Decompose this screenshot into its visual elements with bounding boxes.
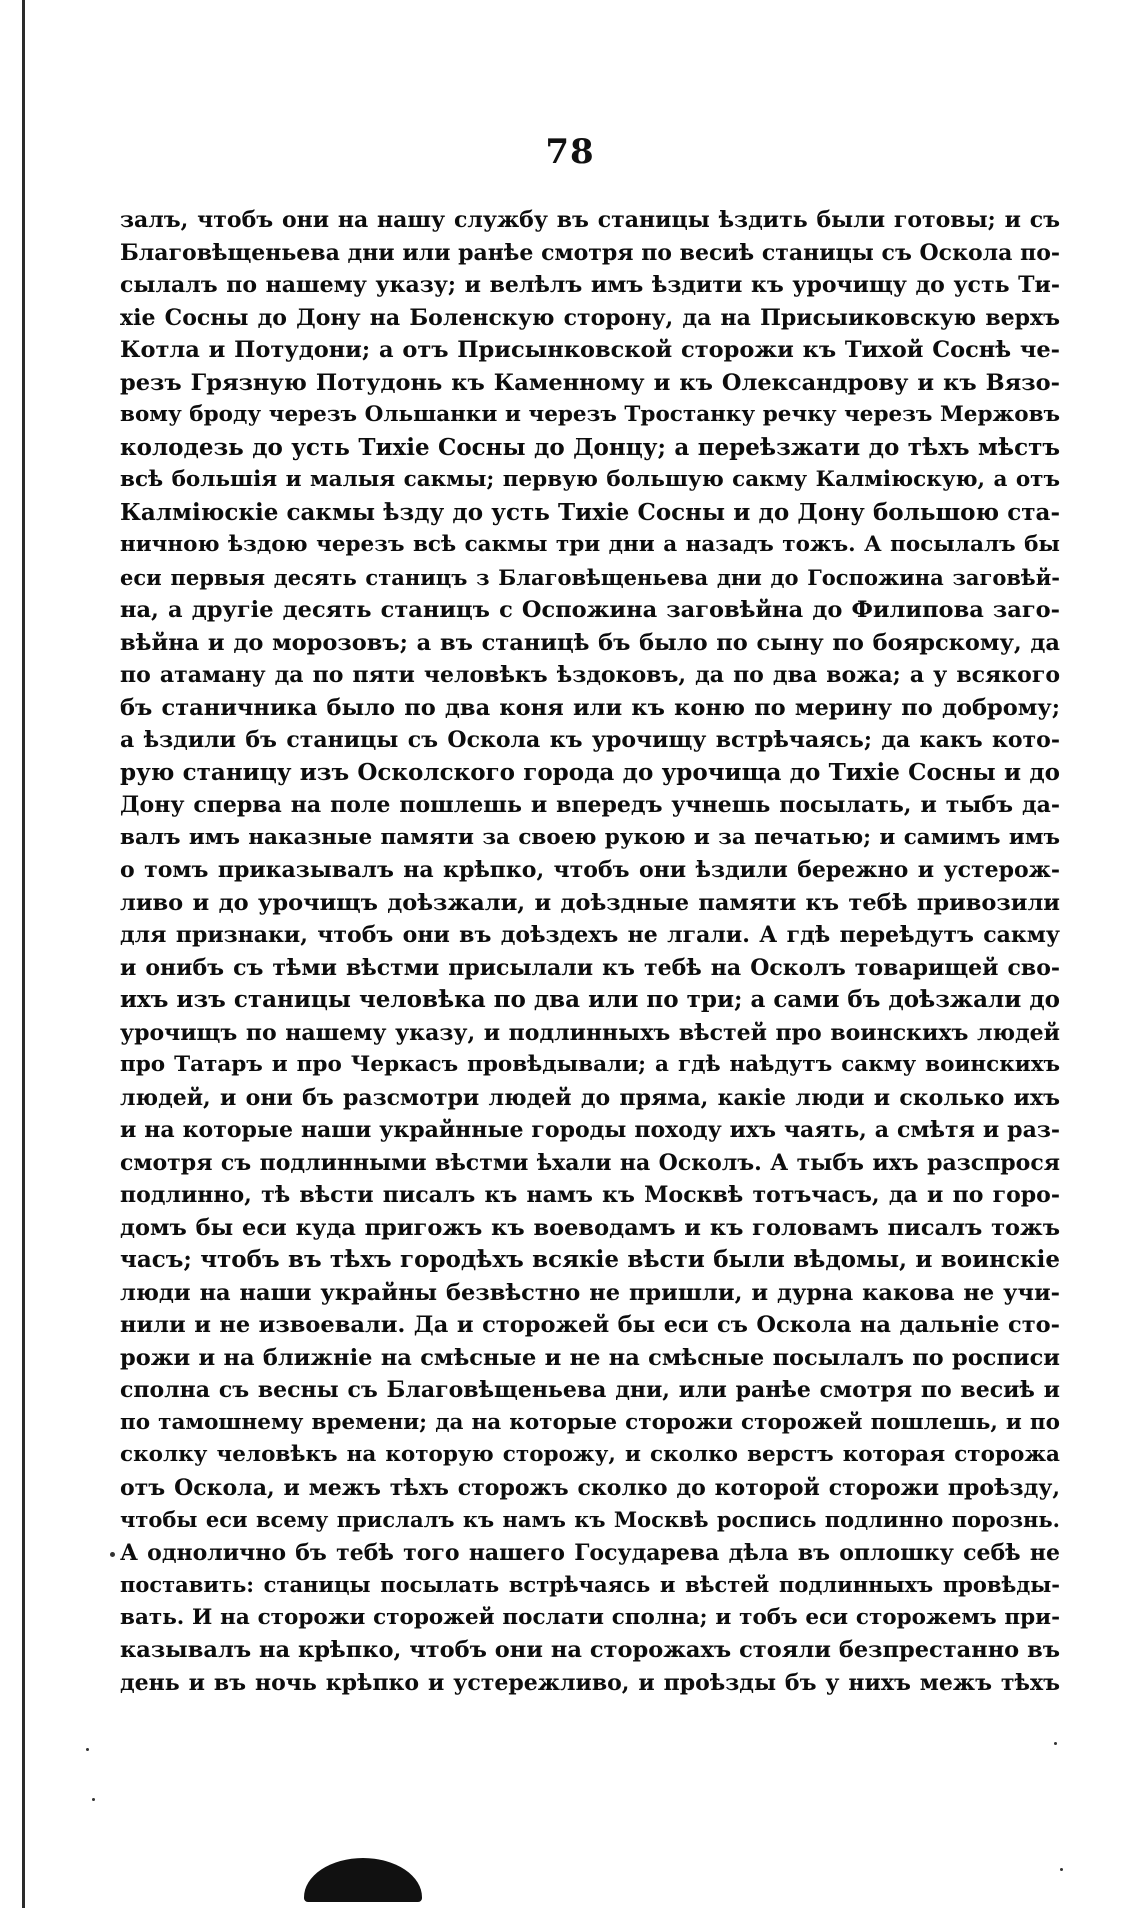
text-line: резъ Грязную Потудонь къ Каменному и къ Олександрову и къ Вязо- bbox=[120, 369, 1060, 396]
text-line: Дону сперва на поле пошлешь и впередъ учнешь посылать, и тыбъ да- bbox=[120, 792, 1060, 818]
text-line: вать. И на сторожи сторожей послати сполна; и тобъ еси сторожемъ при- bbox=[120, 1604, 1060, 1630]
text-line: людей, и они бъ разсмотри людей до пряма, какіе люди и сколько ихъ bbox=[120, 1084, 1060, 1111]
text-line: валъ имъ наказные памяти за своею рукою и за печатью; и самимъ имъ bbox=[120, 824, 1060, 850]
text-line: рожи и на ближніе на смѣсные и не на смѣсные посылалъ по росписи bbox=[120, 1344, 1060, 1371]
text-line: подлинно, тѣ вѣсти писалъ къ намъ къ Москвѣ тотъчасъ, да и по горо- bbox=[120, 1182, 1060, 1208]
text-line: чтобы еси всему прислалъ къ намъ къ Москвѣ роспись подлинно порознь. bbox=[120, 1507, 1060, 1532]
text-line: по атаману да по пяти человѣкъ ѣздоковъ, да по два вожа; а у всякого bbox=[120, 662, 1060, 688]
text-line: часъ; чтобъ въ тѣхъ городѣхъ всякіе вѣсти были вѣдомы, и воинскіе bbox=[120, 1246, 1060, 1273]
scan-speck bbox=[1060, 1868, 1063, 1871]
text-line: Котла и Потудони; а отъ Присынковской сторожи къ Тихой Соснѣ че- bbox=[120, 337, 1060, 363]
text-line: и онибъ съ тѣми вѣстми присылали къ тебѣ на Осколъ товарищей сво- bbox=[120, 954, 1060, 981]
text-line: бъ станичника было по два коня или къ коню по мерину по доброму; bbox=[120, 694, 1060, 721]
scan-speck bbox=[110, 1552, 115, 1557]
text-line: на, а другіе десять станицъ с Оспожина заговѣйна до Филипова заго- bbox=[120, 597, 1060, 623]
text-line: ничною ѣздою черезъ всѣ сакмы три дни а назадъ тожъ. А посылалъ бы bbox=[120, 532, 1060, 557]
text-line: для признаки, чтобъ они въ доѣздехъ не лгали. А гдѣ переѣдутъ сакму bbox=[120, 922, 1060, 948]
body-text bbox=[120, 204, 1060, 1699]
scan-speck bbox=[86, 1748, 89, 1751]
scan-speck bbox=[92, 1798, 95, 1801]
text-line: всѣ большія и малыя сакмы; первую большую сакму Калміюскую, а отъ bbox=[120, 467, 1060, 492]
text-line: о томъ приказывалъ на крѣпко, чтобъ они ѣздили бережно и устерож- bbox=[120, 857, 1060, 883]
text-line: вому броду черезъ Ольшанки и черезъ Тростанку речку черезъ Мержовъ bbox=[120, 402, 1060, 427]
text-line: урочищъ по нашему указу, и подлинныхъ вѣстей про воинскихъ людей bbox=[120, 1019, 1060, 1046]
text-line: домъ бы еси куда пригожъ къ воеводамъ и къ головамъ писалъ тожъ bbox=[120, 1214, 1060, 1241]
page-number: 78 bbox=[545, 132, 595, 172]
text-line: вѣйна и до морозовъ; а въ станицѣ бъ было по сыну по боярскому, да bbox=[120, 629, 1060, 656]
text-line: хіе Сосны до Дону на Боленскую сторону, да на Присыиковскую верхъ bbox=[120, 304, 1060, 331]
text-line: Калміюскіе сакмы ѣзду до усть Тихіе Сосны и до Дону большою ста- bbox=[120, 498, 1060, 526]
text-line: рую станицу изъ Осколского города до урочища до Тихіе Сосны и до bbox=[120, 758, 1060, 786]
text-line: по тамошнему времени; да на которые сторожи сторожей пошлешь, и по bbox=[120, 1409, 1060, 1435]
text-line: люди на наши украйны безвѣстно не пришли, и дурна какова не учи- bbox=[120, 1279, 1060, 1306]
text-line: сполна съ весны съ Благовѣщеньева дни, или ранѣе смотря по весиѣ и bbox=[120, 1377, 1060, 1403]
text-line: ливо и до урочищъ доѣзжали, и доѣздные памяти къ тебѣ привозили bbox=[120, 889, 1060, 916]
text-line: отъ Оскола, и межъ тѣхъ сторожъ сколко до которой сторожи проѣзду, bbox=[120, 1474, 1060, 1501]
text-line: а ѣздили бъ станицы съ Оскола къ урочищу встрѣчаясь; да какъ кото- bbox=[120, 727, 1060, 753]
text-line: сколку человѣкъ на которую сторожу, и сколко верстъ которая сторожа bbox=[120, 1442, 1060, 1467]
scan-speck bbox=[1054, 1742, 1057, 1745]
text-line: нили и не извоевали. Да и сторожей бы еси съ Оскола на дальніе сто- bbox=[120, 1312, 1060, 1338]
text-line: еси первыя десять станицъ з Благовѣщеньева дни до Госпожина заговѣй- bbox=[120, 564, 1060, 590]
text-line: сылалъ по нашему указу; и велѣлъ имъ ѣздити къ урочищу до усть Ти- bbox=[120, 272, 1060, 298]
page-edge bbox=[22, 0, 25, 1908]
text-line: залъ, чтобъ они на нашу службу въ станицы ѣздить были готовы; и съ bbox=[120, 207, 1060, 233]
text-line: про Татаръ и про Черкасъ провѣдывали; а гдѣ наѣдутъ сакму воинскихъ bbox=[120, 1052, 1060, 1077]
text-line: А однолично бъ тебѣ того нашего Государева дѣла въ оплошку себѣ не bbox=[120, 1539, 1060, 1566]
text-line: ихъ изъ станицы человѣка по два или по три; а сами бъ доѣзжали до bbox=[120, 986, 1060, 1013]
text-line: казывалъ на крѣпко, чтобъ они на сторожахъ стояли безпрестанно въ bbox=[120, 1637, 1060, 1663]
text-line: день и въ ночь крѣпко и устережливо, и проѣзды бъ у нихъ межъ тѣхъ bbox=[120, 1669, 1060, 1696]
text-line: Благовѣщеньева дни или ранѣе смотря по весиѣ станицы съ Оскола по- bbox=[120, 239, 1060, 266]
text-line: смотря съ подлинными вѣстми ѣхали на Осколъ. А тыбъ ихъ разспрося bbox=[120, 1149, 1060, 1176]
text-line: поставить: станицы посылать встрѣчаясь и вѣстей подлинныхъ провѣды- bbox=[120, 1572, 1060, 1597]
text-line: и на которые наши украйнные городы походу ихъ чаять, а смѣтя и раз- bbox=[120, 1117, 1060, 1143]
text-line: колодезь до усть Тихіе Сосны до Донцу; а переѣзжати до тѣхъ мѣстъ bbox=[120, 433, 1060, 461]
ink-blot bbox=[304, 1858, 422, 1902]
